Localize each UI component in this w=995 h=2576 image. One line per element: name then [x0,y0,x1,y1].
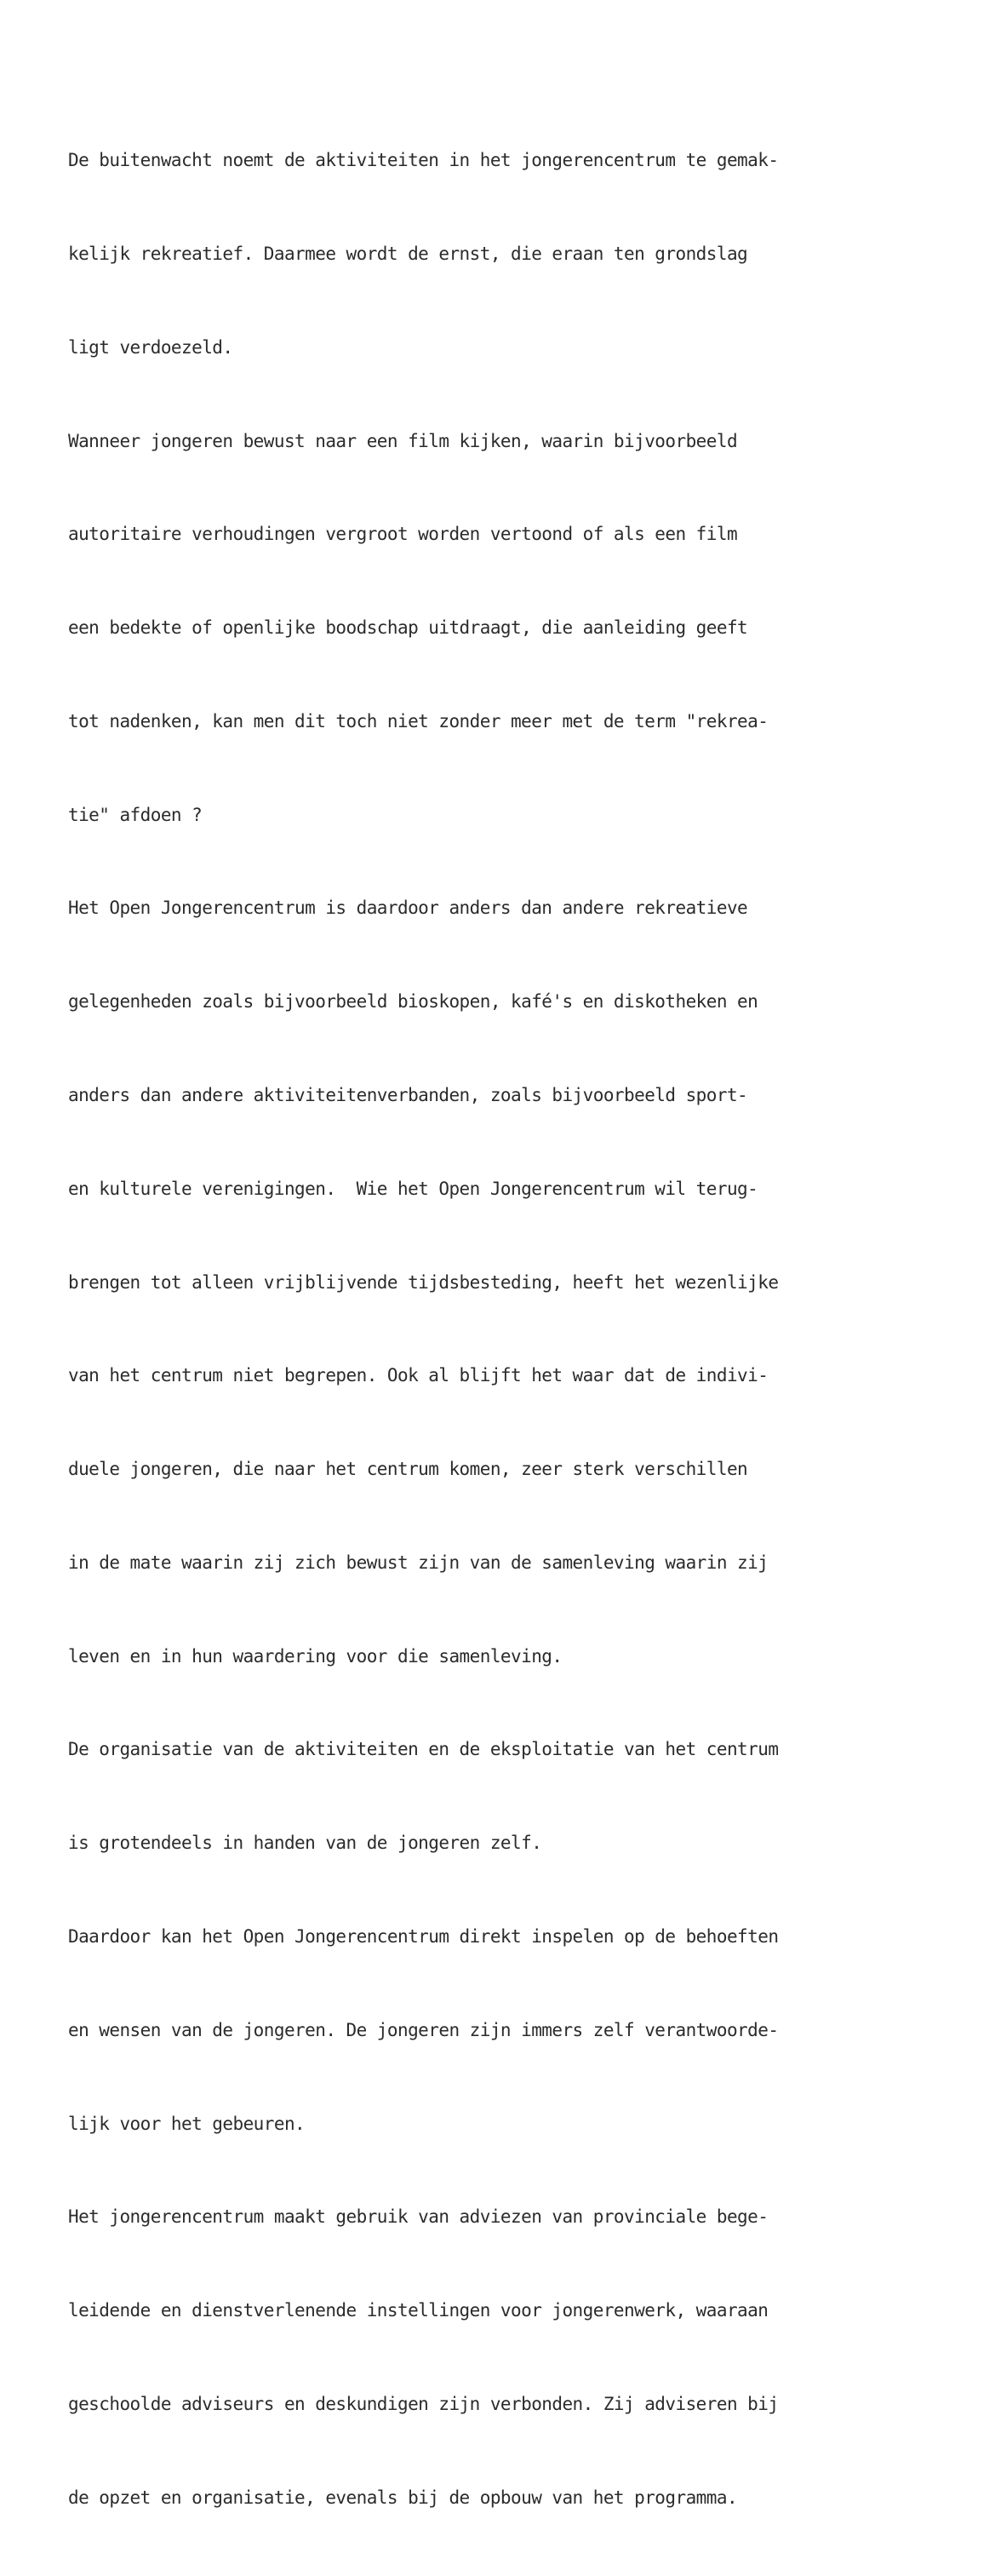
text-line: Wanneer jongeren bewust naar een film kijken, waarin bijvoorbeeld [68,430,738,451]
text-line: lijk voor het gebeuren. [68,2113,306,2134]
text-line: en kulturele verenigingen. Wie het Open Jongerencentrum wil terug- [68,1178,758,1199]
text-line: De organisatie van de aktiviteiten en de eksploitatie van het centrum [68,1739,779,1760]
text-line: tot nadenken, kan men dit toch niet zonder meer met de term "rekrea- [68,710,769,731]
text-line: autoritaire verhoudingen vergroot worden vertoond of als een film [68,524,738,545]
text-line: een bedekte of openlijke boodschap uitdraagt, die aanleiding geeft [68,617,748,639]
text-line: Het Open Jongerencentrum is daardoor anders dan andere rekreatieve [68,898,748,919]
text-line: brengen tot alleen vrijblijvende tijdsbesteding, heeft het wezenlijke [68,1271,779,1293]
text-line: de opzet en organisatie, evenals bij de opbouw van het programma. [68,2487,738,2508]
text-line: is grotendeels in handen van de jongeren zelf. [68,1833,542,1854]
text-line: duele jongeren, die naar het centrum komen, zeer sterk verschillen [68,1459,748,1480]
text-line: Het jongerencentrum maakt gebruik van adviezen van provinciale bege- [68,2206,769,2228]
text-line: kelijk rekreatief. Daarmee wordt de ernst, die eraan ten grondslag [68,243,748,264]
text-line: tie" afdoen ? [68,804,203,825]
text-line: geschoolde adviseurs en deskundigen zijn verbonden. Zij adviseren bij [68,2393,779,2414]
text-line: gelegenheden zoals bijvoorbeeld bioskopen, kafé's en diskotheken en [68,991,758,1013]
text-line: ligt verdoezeld. [68,336,233,358]
body-text [68,83,936,2576]
text-line: anders dan andere aktiviteitenverbanden, zoals bijvoorbeeld sport- [68,1085,748,1105]
text-line: in de mate waarin zij zich bewust zijn van de samenleving waarin zij [68,1552,769,1573]
text-line: en wensen van de jongeren. De jongeren zijn immers zelf verantwoorde- [68,2019,779,2040]
text-line: leven en in hun waardering voor die samenleving. [68,1645,563,1667]
text-line: Daardoor kan het Open Jongerencentrum direkt inspelen op de behoeften [68,1926,779,1948]
text-line: van het centrum niet begrepen. Ook al blijft het waar dat de indivi- [68,1365,769,1386]
text-line: De buitenwacht noemt de aktiviteiten in het jongerencentrum te gemak- [68,150,779,171]
text-line: leidende en dienstverlenende instellingen voor jongerenwerk, waaraan [68,2300,769,2321]
